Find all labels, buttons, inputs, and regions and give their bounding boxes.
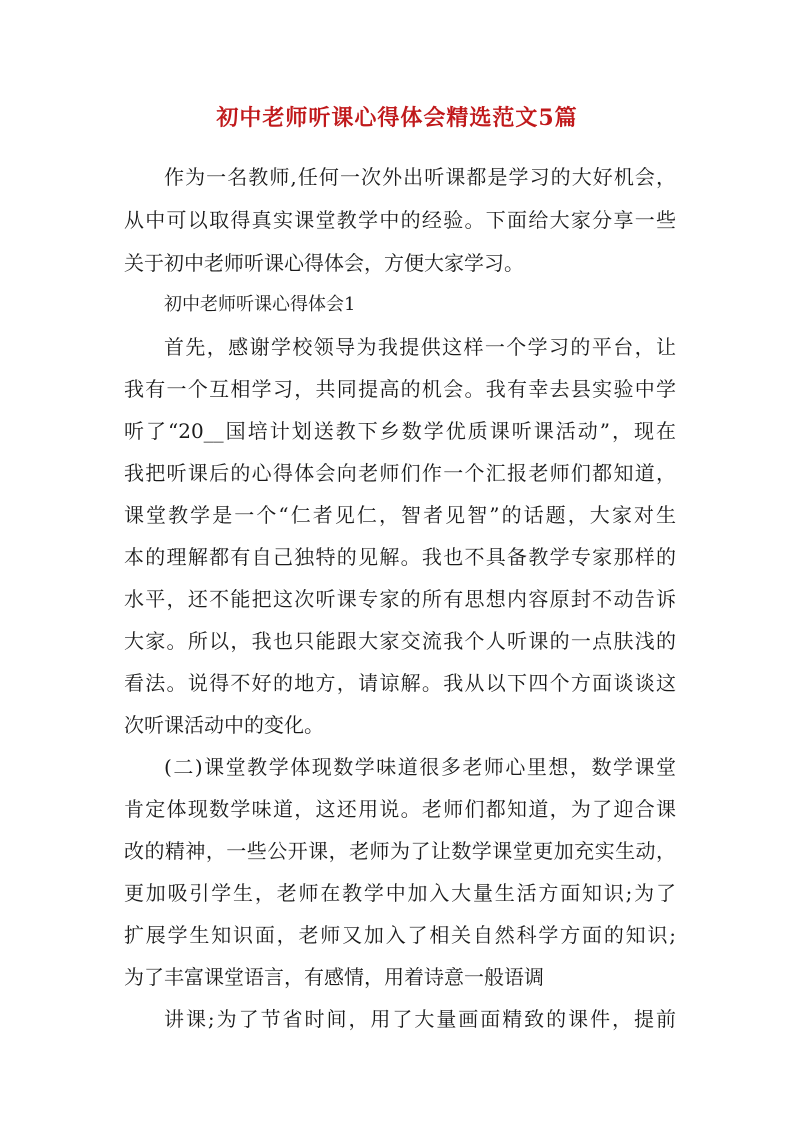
paragraph-line: 我把听课后的心得体会向老师们作一个汇报老师们都知道， (124, 461, 676, 485)
paragraph-line: 改的精神，一些公开课，老师为了让数学课堂更加充实生动， (124, 839, 676, 863)
paragraph-line: 听了“20__国培计划送教下乡数学优质课听课活动”，现在 (124, 419, 676, 443)
paragraph-line: 看法。说得不好的地方，请谅解。我从以下四个方面谈谈这 (124, 671, 676, 695)
section-heading: 初中老师听课心得体会1 (164, 294, 356, 315)
paragraph-line: 水平，还不能把这次听课专家的所有思想内容原封不动告诉 (124, 587, 676, 611)
paragraph-line: 课堂教学是一个“仁者见仁，智者见智”的话题，大家对生 (124, 503, 676, 527)
paragraph-line: 首先，感谢学校领导为我提供这样一个学习的平台，让 (164, 335, 676, 359)
paragraph-line: 更加吸引学生，老师在教学中加入大量生活方面知识;为了 (124, 881, 676, 905)
paragraph-line: 为了丰富课堂语言，有感情，用着诗意一般语调 (124, 965, 544, 989)
paragraph-line: 从中可以取得真实课堂教学中的经验。下面给大家分享一些 (124, 208, 676, 232)
paragraph-line: 本的理解都有自己独特的见解。我也不具备教学专家那样的 (124, 545, 676, 569)
paragraph-line: (二)课堂教学体现数学味道很多老师心里想，数学课堂 (164, 755, 676, 779)
paragraph-line: 讲课;为了节省时间，用了大量画面精致的课件，提前 (164, 1007, 676, 1031)
paragraph-line: 扩展学生知识面，老师又加入了相关自然科学方面的知识; (124, 923, 676, 947)
paragraph-line: 关于初中老师听课心得体会，方便大家学习。 (124, 251, 524, 275)
paragraph-line: 大家。所以，我也只能跟大家交流我个人听课的一点肤浅的 (124, 629, 676, 653)
paragraph-line: 肯定体现数学味道，这还用说。老师们都知道，为了迎合课 (124, 797, 676, 821)
paragraph-line: 次听课活动中的变化。 (124, 713, 324, 737)
paragraph-line: 我有一个互相学习，共同提高的机会。我有幸去县实验中学 (124, 377, 676, 401)
document-title: 初中老师听课心得体会精选范文5篇 (216, 105, 578, 131)
paragraph-line: 作为一名教师,任何一次外出听课都是学习的大好机会， (164, 165, 676, 189)
